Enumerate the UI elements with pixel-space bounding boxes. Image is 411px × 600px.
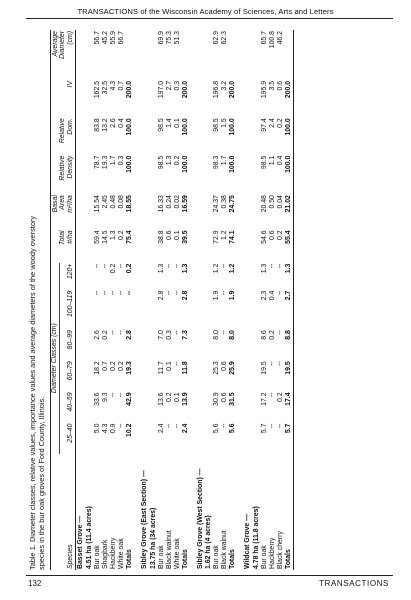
table-cell: 1.9 bbox=[213, 290, 221, 301]
totals-cell: 19.5 bbox=[285, 360, 293, 391]
table-cell: 19.3 bbox=[102, 155, 110, 170]
table-cell: 24.37 bbox=[213, 195, 221, 213]
table-cell: 0.1 bbox=[173, 230, 181, 241]
avg-header-1: Average bbox=[51, 30, 60, 80]
avg-header-2: Diameter bbox=[59, 31, 67, 59]
totals-row bbox=[229, 30, 237, 570]
table-cell: 59.4 bbox=[94, 230, 102, 244]
table-cell: 2.3 bbox=[261, 290, 269, 301]
totals-cell: 39.5 bbox=[181, 230, 189, 244]
basal-header-1: Basal bbox=[51, 194, 60, 229]
iv-header: IV bbox=[67, 80, 75, 117]
table-cell: -- bbox=[269, 392, 276, 398]
table-cell: 13.2 bbox=[102, 118, 110, 132]
table-cell: 0.04 bbox=[276, 195, 284, 209]
table-cell: 1.3 bbox=[165, 155, 173, 166]
table-cell: 11.7 bbox=[157, 361, 165, 375]
table-cell: -- bbox=[102, 263, 110, 269]
totals-label: Totals bbox=[285, 454, 293, 570]
table-cell: 45.2 bbox=[102, 31, 110, 45]
group-area: 4.78 ha (11.8 acres) bbox=[253, 506, 261, 569]
totals-cell: 19.3 bbox=[125, 361, 133, 375]
group-subtitle-row bbox=[204, 30, 213, 570]
species-name: Hackberry bbox=[110, 537, 118, 569]
table-cell: 2.4 bbox=[269, 118, 276, 128]
table-row bbox=[118, 30, 126, 570]
table-cell: 1.3 bbox=[261, 263, 269, 274]
table-row bbox=[213, 30, 221, 570]
table-cell: 0.2 bbox=[102, 330, 110, 340]
totals-cell: 1.2 bbox=[229, 263, 237, 274]
totals-cell: 17.4 bbox=[285, 391, 293, 422]
table-row bbox=[94, 30, 102, 570]
group-title: Sibley Grove (West Section) — bbox=[196, 468, 204, 569]
table-row bbox=[102, 30, 110, 570]
totals-cell: 75.4 bbox=[125, 230, 133, 244]
table-cell: 51.3 bbox=[173, 31, 181, 45]
basal-header-2: Area bbox=[59, 195, 67, 210]
table-cell: 5.7 bbox=[261, 423, 269, 434]
table-cell: -- bbox=[110, 290, 118, 296]
table-cell: -- bbox=[102, 290, 110, 296]
table-cell: 18.2 bbox=[94, 361, 102, 375]
table-cell: 75.3 bbox=[165, 31, 173, 45]
table-cell: 1.7 bbox=[221, 155, 229, 166]
table-cell: 0.48 bbox=[110, 195, 118, 209]
group-title-row bbox=[243, 30, 252, 570]
table-cell: 8.0 bbox=[213, 330, 221, 340]
species-name: Shagbark bbox=[102, 539, 110, 569]
table-cell: 1.2 bbox=[213, 263, 221, 274]
table-cell: 0.2 bbox=[276, 118, 284, 128]
table-row bbox=[174, 30, 182, 570]
group-subtitle-row bbox=[252, 30, 261, 570]
table-cell: -- bbox=[269, 263, 276, 269]
totals-cell: 2.8 bbox=[125, 330, 133, 340]
table-cell: 69.9 bbox=[157, 31, 165, 45]
table-cell: 0.9 bbox=[110, 423, 118, 434]
species-name: Black cherry bbox=[276, 531, 284, 569]
totals-cell bbox=[285, 30, 293, 80]
species-name: Bur oak bbox=[261, 545, 269, 569]
table-cell: 62.9 bbox=[213, 31, 221, 45]
table-cell: 33.6 bbox=[94, 392, 102, 406]
species-name: Bur oak bbox=[213, 545, 221, 569]
species-name: White oak bbox=[173, 538, 181, 569]
table-cell: 0.4 bbox=[276, 155, 284, 166]
table-cell: -- bbox=[173, 361, 181, 366]
table-cell: 1.1 bbox=[269, 155, 276, 166]
data-table bbox=[50, 30, 294, 570]
table-cell: -- bbox=[165, 423, 173, 429]
total-unit-header: #/ha bbox=[67, 229, 75, 262]
table-cell: 54.6 bbox=[261, 230, 269, 244]
rel-density-header-2: Density bbox=[67, 155, 75, 194]
totals-row bbox=[182, 30, 190, 570]
totals-cell: 11.8 bbox=[181, 361, 189, 375]
totals-cell: -- bbox=[125, 290, 133, 296]
totals-cell: 100.0 bbox=[229, 155, 237, 173]
totals-cell: 100.0 bbox=[181, 155, 189, 173]
table-cell: 65.7 bbox=[261, 31, 269, 45]
species-name: Bur oak bbox=[157, 545, 165, 569]
table-cell: 78.7 bbox=[94, 155, 102, 170]
table-cell: -- bbox=[118, 392, 125, 398]
table-cell: 0.2 bbox=[110, 263, 118, 274]
class-header: 100–119 bbox=[67, 290, 75, 329]
table-cell: 0.02 bbox=[173, 195, 181, 209]
table-cell: 1.5 bbox=[221, 118, 229, 128]
table-cell: 98.5 bbox=[213, 118, 221, 132]
table-cell: -- bbox=[276, 290, 284, 296]
class-header: 120+ bbox=[67, 263, 75, 290]
group-area: 4.51 ha (11.4 acres) bbox=[86, 506, 94, 569]
table-cell: 0.4 bbox=[118, 118, 125, 128]
table-cell: -- bbox=[118, 423, 125, 429]
table-cell: -- bbox=[165, 263, 173, 269]
table-cell: 1.3 bbox=[110, 230, 118, 241]
table-cell: 0.2 bbox=[276, 392, 284, 403]
totals-label: Totals bbox=[125, 549, 133, 569]
table-cell: 66.7 bbox=[118, 31, 125, 45]
table-cell: -- bbox=[221, 263, 229, 269]
table-row bbox=[221, 30, 229, 570]
table-cell: -- bbox=[276, 263, 284, 269]
table-cell: -- bbox=[173, 290, 181, 296]
table-cell: 32.5 bbox=[102, 80, 110, 95]
totals-cell: 2.8 bbox=[181, 290, 189, 301]
totals-cell: 100.0 bbox=[125, 118, 133, 136]
totals-cell: 21.02 bbox=[285, 194, 293, 229]
table-cell: -- bbox=[118, 290, 125, 296]
rotated-table-region bbox=[28, 30, 400, 570]
table-cell: 25.3 bbox=[213, 361, 221, 375]
table-caption: Table 1. Diameter classes, relative values, importance values and average diameters of the woody overstory species in the bur oak groves of Ford County, Illinois. bbox=[28, 215, 47, 570]
class-header: 40–59 bbox=[67, 391, 75, 422]
totals-cell: 8.8 bbox=[285, 329, 293, 360]
table-cell: -- bbox=[110, 392, 118, 398]
table-cell: 17.2 bbox=[261, 392, 269, 406]
table-cell: 46.2 bbox=[276, 31, 284, 45]
table-cell: 0.1 bbox=[173, 118, 181, 128]
table-body bbox=[76, 30, 294, 570]
table-cell: 13.6 bbox=[157, 392, 165, 406]
table-cell: -- bbox=[269, 361, 276, 366]
table-cell: 100.8 bbox=[269, 31, 276, 49]
species-name: Hackberry bbox=[269, 537, 276, 569]
species-name: White oak bbox=[118, 538, 125, 569]
totals-cell: 13.9 bbox=[181, 392, 189, 406]
table-cell: 0.2 bbox=[110, 361, 118, 371]
footer-journal: TRANSACTIONS bbox=[319, 579, 389, 588]
table-cell: -- bbox=[221, 423, 229, 429]
table-row bbox=[158, 30, 166, 570]
group-area: 13.75 ha (34 acres) bbox=[149, 507, 157, 569]
table-cell: 62.3 bbox=[221, 31, 229, 45]
table-cell: -- bbox=[173, 263, 181, 269]
table-header bbox=[51, 30, 76, 570]
rel-dom-header-2: Dom. bbox=[67, 117, 75, 154]
table-row bbox=[277, 30, 285, 570]
totals-cell: 5.6 bbox=[229, 423, 237, 434]
table-cell: 16.33 bbox=[157, 195, 165, 213]
table-row bbox=[110, 30, 118, 570]
totals-cell: 0.2 bbox=[125, 263, 133, 274]
table-cell: 98.5 bbox=[157, 118, 165, 132]
table-cell: 2.6 bbox=[110, 118, 118, 128]
table-cell: 0.1 bbox=[165, 361, 173, 371]
table-cell: 0.3 bbox=[165, 330, 173, 340]
table-cell: 0.7 bbox=[118, 80, 125, 91]
table-cell: 2.4 bbox=[157, 423, 165, 434]
table-cell: 83.8 bbox=[94, 118, 102, 132]
table-cell: 0.08 bbox=[118, 195, 125, 209]
table-cell: 19.5 bbox=[261, 361, 269, 375]
table-cell: -- bbox=[94, 263, 102, 269]
species-name: Black walnut bbox=[221, 530, 229, 569]
table-cell: 0.1 bbox=[173, 392, 181, 403]
totals-cell: 200.0 bbox=[125, 80, 133, 99]
species-header: Species bbox=[67, 454, 75, 570]
table-cell: 1.7 bbox=[110, 155, 118, 166]
totals-cell: 18.55 bbox=[125, 195, 133, 213]
table-row bbox=[166, 30, 174, 570]
table-row bbox=[261, 30, 269, 570]
table-cell: -- bbox=[276, 423, 284, 429]
table-cell: 4.3 bbox=[102, 423, 110, 434]
group-subtitle-row bbox=[149, 30, 158, 570]
totals-cell bbox=[126, 30, 134, 80]
table-cell: 97.4 bbox=[261, 118, 269, 132]
totals-cell: 1.3 bbox=[181, 263, 189, 274]
table-cell: 15.54 bbox=[94, 195, 102, 213]
table-cell: 2.8 bbox=[157, 290, 165, 301]
totals-cell: 200.0 bbox=[285, 80, 293, 117]
table-cell: 196.8 bbox=[213, 80, 221, 99]
table-row bbox=[269, 30, 277, 570]
table-cell: 2.6 bbox=[94, 330, 102, 340]
rel-dom-header-1: Relative bbox=[59, 118, 67, 144]
group-title: Wildcat Grove — bbox=[244, 513, 252, 569]
table-cell: 56.7 bbox=[94, 31, 102, 45]
table-cell: 98.5 bbox=[261, 155, 269, 170]
totals-label: Totals bbox=[181, 549, 189, 569]
totals-cell: 31.5 bbox=[229, 392, 237, 406]
totals-cell: 5.7 bbox=[285, 423, 293, 454]
totals-cell: 10.2 bbox=[125, 423, 133, 437]
table-cell: 98.3 bbox=[213, 155, 221, 170]
table-cell: 1.4 bbox=[165, 118, 173, 128]
table-cell: 2.45 bbox=[102, 195, 110, 209]
table-cell: 0.24 bbox=[165, 195, 173, 209]
table-cell: -- bbox=[165, 290, 173, 296]
totals-cell: 2.4 bbox=[181, 423, 189, 434]
totals-label: Totals bbox=[229, 549, 237, 569]
group-area: 1.62 ha (4 acres) bbox=[205, 515, 213, 569]
table-cell: -- bbox=[118, 330, 125, 335]
table-cell: 8.6 bbox=[261, 330, 269, 340]
table-cell: 3.2 bbox=[221, 80, 229, 91]
table-cell: 4.3 bbox=[110, 80, 118, 91]
table-cell: 1.2 bbox=[221, 230, 229, 241]
table-cell: 1.3 bbox=[157, 263, 165, 274]
totals-row bbox=[285, 30, 293, 570]
table-cell: -- bbox=[276, 330, 284, 335]
table-cell: 38.8 bbox=[157, 230, 165, 244]
total-header: Total bbox=[59, 230, 67, 246]
table-cell: 0.6 bbox=[165, 230, 173, 241]
totals-cell: 7.3 bbox=[181, 330, 189, 340]
totals-cell: 25.9 bbox=[229, 361, 237, 375]
table-cell: -- bbox=[276, 361, 284, 366]
class-header: 60–79 bbox=[67, 360, 75, 391]
class-header: 25–40 bbox=[67, 423, 75, 454]
table-cell: -- bbox=[110, 330, 118, 335]
table-cell: 3.5 bbox=[269, 80, 276, 91]
totals-cell: 2.7 bbox=[285, 290, 293, 329]
table-cell: 72.9 bbox=[213, 230, 221, 244]
table-cell: 30.9 bbox=[213, 392, 221, 406]
totals-cell: 200.0 bbox=[229, 80, 237, 99]
group-title-row bbox=[76, 30, 85, 570]
table-cell: 0.2 bbox=[118, 361, 125, 371]
table-cell: 162.5 bbox=[94, 80, 102, 99]
table-cell: 0.4 bbox=[269, 290, 276, 301]
table-cell: 7.0 bbox=[157, 330, 165, 340]
species-name: Bur oak bbox=[94, 545, 102, 569]
table-cell: 0.3 bbox=[118, 155, 125, 166]
totals-row bbox=[126, 30, 134, 570]
totals-cell bbox=[182, 30, 190, 80]
totals-cell: 16.59 bbox=[181, 195, 189, 213]
table-cell: 0.6 bbox=[269, 230, 276, 241]
rel-density-header-1: Relative bbox=[59, 155, 67, 181]
totals-cell bbox=[229, 30, 237, 80]
totals-cell: 100.0 bbox=[229, 118, 237, 136]
totals-cell: 74.1 bbox=[229, 230, 237, 244]
table-cell: -- bbox=[173, 330, 181, 335]
group-title-row bbox=[196, 30, 205, 570]
totals-cell: 42.9 bbox=[125, 392, 133, 406]
avg-unit-header: (cm) bbox=[67, 30, 75, 80]
table-cell: 55.9 bbox=[110, 31, 118, 45]
table-cell: -- bbox=[269, 423, 276, 429]
totals-cell: 100.0 bbox=[125, 155, 133, 173]
table-cell: 0.7 bbox=[102, 361, 110, 371]
class-header: 80–99 bbox=[67, 329, 75, 360]
table-cell: 0.2 bbox=[165, 392, 173, 403]
table-cell: 0.2 bbox=[118, 230, 125, 241]
table-cell: 9.3 bbox=[102, 392, 110, 403]
totals-cell: 100.0 bbox=[181, 118, 189, 136]
header-rule bbox=[26, 18, 393, 19]
table-cell: 2.7 bbox=[165, 80, 173, 91]
table-cell: 0.2 bbox=[276, 230, 284, 241]
table-cell: 98.5 bbox=[157, 155, 165, 170]
table-cell: -- bbox=[221, 330, 229, 335]
table-cell: 0.2 bbox=[173, 155, 181, 166]
group-subtitle-row bbox=[85, 30, 94, 570]
group-title-row bbox=[140, 30, 149, 570]
basal-unit-header: m²/ha bbox=[67, 194, 75, 229]
group-title: Basset Grove — bbox=[77, 515, 85, 569]
table-cell: 0.38 bbox=[221, 195, 229, 209]
table-cell: -- bbox=[173, 423, 181, 429]
running-head: TRANSACTIONS of the Wisconsin Academy of Sciences, Arts and Letters bbox=[77, 7, 334, 16]
totals-cell: 1.9 bbox=[229, 290, 237, 301]
table-cell: -- bbox=[221, 290, 229, 296]
table-cell: 0.2 bbox=[269, 330, 276, 340]
species-name: Black walnut bbox=[165, 530, 173, 569]
table-cell: 195.9 bbox=[261, 80, 269, 99]
table-cell: 5.6 bbox=[213, 423, 221, 434]
totals-cell: 8.0 bbox=[229, 330, 237, 340]
totals-cell: 55.4 bbox=[285, 229, 293, 262]
table-cell: 5.0 bbox=[94, 423, 102, 434]
table-cell: 0.6 bbox=[221, 392, 229, 403]
table-cell: -- bbox=[118, 263, 125, 269]
diameter-classes-header: Diameter Classes (cm) bbox=[51, 263, 60, 454]
table-cell: 0.6 bbox=[276, 80, 284, 91]
footer-rule bbox=[26, 575, 393, 576]
page-number: 132 bbox=[28, 579, 42, 588]
table-cell: 0.50 bbox=[269, 195, 276, 209]
totals-cell: 100.0 bbox=[285, 117, 293, 154]
table-cell: 197.0 bbox=[157, 80, 165, 99]
table-cell: 0.6 bbox=[221, 361, 229, 371]
table-cell: 0.3 bbox=[173, 80, 181, 91]
table-cell: 14.5 bbox=[102, 230, 110, 244]
totals-cell: 100.0 bbox=[285, 155, 293, 194]
totals-cell: 200.0 bbox=[181, 80, 189, 99]
table-cell: -- bbox=[94, 290, 102, 296]
totals-cell: 1.3 bbox=[285, 263, 293, 290]
totals-cell: 24.75 bbox=[229, 195, 237, 213]
group-title: Sibley Grove (East Section) — bbox=[140, 470, 148, 569]
table-cell: 20.48 bbox=[261, 195, 269, 213]
